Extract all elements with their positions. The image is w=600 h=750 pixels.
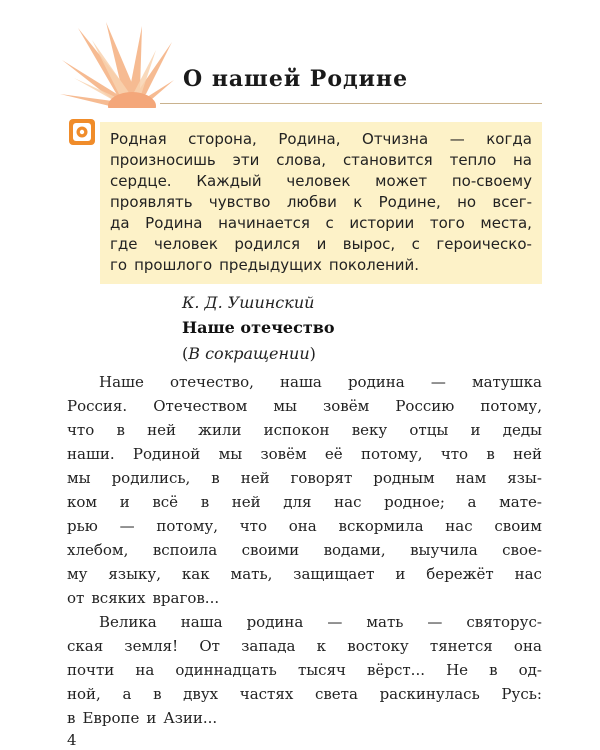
word: Родине,	[378, 193, 441, 211]
word: зовём	[260, 445, 307, 463]
word: того	[429, 214, 465, 232]
word: что	[67, 421, 95, 439]
word: произносишь	[110, 151, 216, 169]
page-number: 4	[67, 731, 77, 749]
text-line	[99, 613, 542, 639]
text-line	[99, 373, 542, 399]
word: человек	[286, 172, 351, 190]
word: на	[513, 151, 532, 169]
page-heading: О нашей Родине	[183, 66, 409, 92]
word: от	[67, 589, 85, 607]
word: всяких	[91, 589, 146, 607]
word: Европе	[82, 709, 140, 727]
word: с	[325, 214, 334, 232]
word: запада	[241, 637, 296, 655]
word: но	[457, 193, 477, 211]
word: вскормила	[338, 517, 424, 535]
abridged-text: В сокращении	[188, 344, 310, 363]
word: хлебом,	[67, 541, 129, 559]
word: своим	[494, 517, 542, 535]
word: наши.	[67, 445, 115, 463]
text-line	[67, 637, 542, 663]
word: тысяч	[297, 661, 346, 679]
word: в	[67, 709, 76, 727]
word: выучила	[410, 541, 478, 559]
word: отцы	[409, 421, 449, 439]
word: и	[316, 235, 327, 253]
sun-icon	[58, 20, 176, 108]
word: вырос,	[342, 235, 396, 253]
word: свое-	[502, 541, 542, 559]
word: наша	[280, 373, 322, 391]
word: Не	[446, 661, 469, 679]
word: потому,	[360, 445, 423, 463]
word: ней	[147, 421, 176, 439]
word: где	[110, 235, 138, 253]
word: Россия.	[67, 397, 128, 415]
word: потому,	[156, 517, 218, 535]
word: земля!	[124, 637, 179, 655]
word: Родина	[145, 214, 203, 232]
word: в	[116, 421, 125, 439]
word: всё	[152, 493, 179, 511]
text-line	[67, 565, 542, 591]
word: мать,	[230, 565, 273, 583]
work-title: Наше отечество	[182, 318, 335, 337]
heading-rule	[160, 103, 542, 104]
word: язы-	[507, 469, 542, 487]
word: своими	[241, 541, 300, 559]
reading-marker-icon	[67, 117, 97, 147]
word: почти	[67, 661, 115, 679]
word: водами,	[323, 541, 386, 559]
word: родились,	[111, 469, 191, 487]
word: и	[470, 421, 481, 439]
word: му	[67, 565, 88, 583]
word: ней	[231, 493, 261, 511]
text-line	[67, 445, 542, 471]
word: что	[440, 445, 469, 463]
word: слова,	[276, 151, 327, 169]
text-line	[67, 421, 542, 447]
word: зовём	[323, 397, 370, 415]
word: мы	[67, 469, 91, 487]
word: одиннадцать	[175, 661, 277, 679]
word: да	[110, 214, 130, 232]
word: го	[110, 256, 128, 274]
word: её	[324, 445, 343, 463]
abridged-note	[182, 344, 316, 363]
word: Россию	[395, 397, 455, 415]
word: что	[239, 517, 267, 535]
word: с	[411, 235, 420, 253]
word: когда	[486, 130, 532, 148]
word: к	[316, 637, 327, 655]
word: сердце.	[110, 172, 172, 190]
word: всег-	[492, 193, 532, 211]
word: од-	[518, 661, 542, 679]
word: востоку	[347, 637, 409, 655]
word: святорус-	[466, 613, 542, 631]
word: она	[513, 637, 542, 655]
word: защищает	[293, 565, 375, 583]
word: в	[486, 445, 495, 463]
word: и	[395, 565, 406, 583]
word: становится	[342, 151, 433, 169]
word: тепло	[449, 151, 497, 169]
word: отечество,	[169, 373, 254, 391]
word: Наше	[99, 373, 144, 391]
text-line	[67, 397, 542, 423]
intro-line	[110, 256, 532, 282]
word: ней	[240, 469, 270, 487]
text-line	[67, 541, 542, 567]
word: она	[288, 517, 317, 535]
word: проявлять	[110, 193, 193, 211]
word: —	[430, 373, 446, 391]
word: мате-	[499, 493, 542, 511]
word: и	[146, 709, 157, 727]
word: врагов...	[152, 589, 220, 607]
word: —	[427, 613, 443, 631]
word: а	[467, 493, 477, 511]
word: мы	[218, 445, 243, 463]
word: в	[153, 685, 162, 703]
text-line	[67, 517, 542, 543]
word: ком	[67, 493, 98, 511]
word: нас	[334, 493, 362, 511]
word: —	[327, 613, 343, 631]
word: ская	[67, 637, 104, 655]
word: родное;	[384, 493, 445, 511]
word: Велика	[99, 613, 157, 631]
word: двух	[183, 685, 219, 703]
word: прошлого	[134, 256, 213, 274]
word: а	[122, 685, 132, 703]
word: Родина,	[278, 130, 341, 148]
word: вспоила	[152, 541, 218, 559]
word: для	[283, 493, 312, 511]
word: Родиной	[132, 445, 201, 463]
author-name: К. Д. Ушинский	[182, 293, 315, 312]
word: может	[375, 172, 428, 190]
abridged-close: )	[309, 344, 316, 363]
word: родина	[246, 613, 304, 631]
word: частях	[239, 685, 294, 703]
word: света	[314, 685, 358, 703]
word: сторона,	[188, 130, 257, 148]
word: родным	[373, 469, 435, 487]
word: рью	[67, 517, 98, 535]
word: матушка	[471, 373, 542, 391]
word: начинается	[218, 214, 310, 232]
word: Отечеством	[153, 397, 248, 415]
word: говорят	[290, 469, 353, 487]
word: Русь:	[501, 685, 542, 703]
word: в	[489, 661, 498, 679]
word: веку	[351, 421, 388, 439]
word: родился	[234, 235, 301, 253]
word: языку,	[108, 565, 161, 583]
word: деды	[502, 421, 542, 439]
word: чувство	[208, 193, 271, 211]
text-line	[67, 493, 542, 519]
word: нам	[455, 469, 487, 487]
word: —	[119, 517, 135, 535]
text-line	[67, 469, 542, 495]
word: истории	[349, 214, 415, 232]
text-line	[67, 685, 542, 711]
word: жили	[198, 421, 242, 439]
word: мы	[273, 397, 297, 415]
word: раскинулась	[379, 685, 480, 703]
text-line	[67, 709, 542, 735]
word: потому,	[480, 397, 542, 415]
word: героическо-	[436, 235, 532, 253]
word: нас	[445, 517, 473, 535]
word: и	[119, 493, 130, 511]
word: бережёт	[426, 565, 494, 583]
word: в	[211, 469, 220, 487]
word: Каждый	[196, 172, 262, 190]
text-line	[67, 589, 542, 615]
word: ней	[513, 445, 542, 463]
word: испокон	[263, 421, 330, 439]
word: поколений.	[328, 256, 420, 274]
word: Азии...	[163, 709, 218, 727]
word: по-своему	[451, 172, 532, 190]
word: Родная	[110, 130, 167, 148]
word: родина	[347, 373, 405, 391]
word: в	[200, 493, 210, 511]
word: места,	[480, 214, 532, 232]
word: любви	[286, 193, 337, 211]
word: как	[181, 565, 210, 583]
word: Отчизна	[362, 130, 429, 148]
word: ной,	[67, 685, 101, 703]
word: нас	[514, 565, 542, 583]
word: тянется	[429, 637, 493, 655]
text-line	[67, 661, 542, 687]
word: наша	[180, 613, 223, 631]
word: мать	[366, 613, 404, 631]
word: эти	[232, 151, 260, 169]
word: на	[135, 661, 155, 679]
abridged-open: (	[182, 344, 189, 363]
word: к	[353, 193, 363, 211]
word: —	[449, 130, 465, 148]
word: От	[199, 637, 220, 655]
word: человек	[153, 235, 218, 253]
word: предыдущих	[219, 256, 322, 274]
word: вёрст...	[367, 661, 425, 679]
